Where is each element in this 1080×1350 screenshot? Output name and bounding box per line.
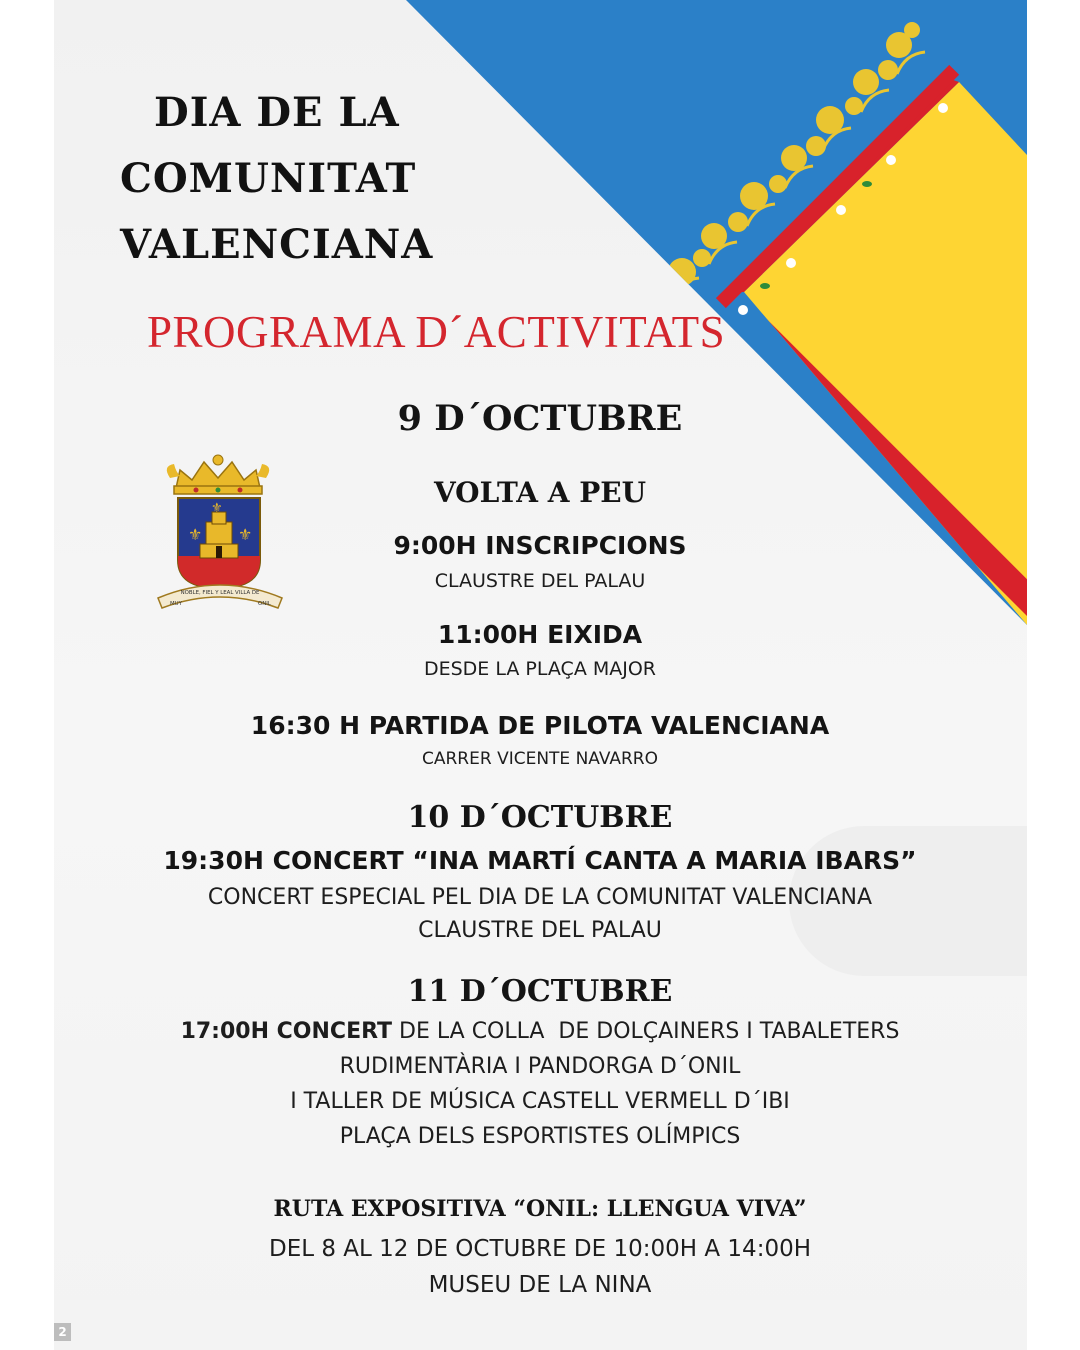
subtitle: PROGRAMA D´ACTIVITATS xyxy=(147,307,726,357)
day3-line3: I TALLER DE MÚSICA CASTELL VERMELL D´IBI xyxy=(290,1089,790,1114)
day2-event-title: 19:30H CONCERT “INA MARTÍ CANTA A MARIA IBARS” xyxy=(163,846,917,875)
ruta-title: RUTA EXPOSITIVA “ONIL: LLENGUA VIVA” xyxy=(273,1196,807,1222)
day1-event1-title: 9:00H INSCRIPCIONS xyxy=(393,531,687,560)
day1-activity: VOLTA A PEU xyxy=(433,476,647,509)
day1-event2-title: 11:00H EIXIDA xyxy=(437,620,643,649)
flag-gem xyxy=(861,180,873,188)
day2-line1: CONCERT ESPECIAL PEL DIA DE LA COMUNITAT VALENCIANA xyxy=(207,885,873,910)
day1-date: 9 D´OCTUBRE xyxy=(397,398,683,439)
svg-text:⚜: ⚜ xyxy=(211,501,223,516)
flag-dot xyxy=(836,205,846,215)
page-number: 2 xyxy=(54,1323,71,1341)
day3-line2: RUDIMENTÀRIA I PANDORGA D´ONIL xyxy=(339,1054,741,1079)
ruta-line2: MUSEU DE LA NINA xyxy=(428,1272,652,1298)
svg-text:⚜: ⚜ xyxy=(188,525,203,544)
title-line-2: COMUNITAT xyxy=(120,155,417,202)
flag-dot xyxy=(938,103,948,113)
title-line-3: VALENCIANA xyxy=(120,221,434,268)
svg-text:MUY: MUY xyxy=(170,601,182,607)
ruta-line1: DEL 8 AL 12 DE OCTUBRE DE 10:00H A 14:00H xyxy=(268,1236,812,1262)
day3-line1 xyxy=(0,1014,1080,1049)
flag-dot xyxy=(886,155,896,165)
flag-dot xyxy=(738,305,748,315)
day3-date: 11 D´OCTUBRE xyxy=(407,974,673,1009)
svg-text:ONIL: ONIL xyxy=(258,601,271,607)
day3-event-rest: DE LA COLLA DE DOLÇAINERS I TABALETERS xyxy=(392,1019,900,1044)
day3-line4: PLAÇA DELS ESPORTISTES OLÍMPICS xyxy=(339,1124,741,1149)
day1-event2-place: DESDE LA PLAÇA MAJOR xyxy=(423,658,657,680)
day3-event-time: 17:00H CONCERT xyxy=(180,1019,393,1044)
day1-event1-place: CLAUSTRE DEL PALAU xyxy=(434,570,646,592)
day1-event3-place: CARRER VICENTE NAVARRO xyxy=(421,749,659,769)
flag-gem xyxy=(917,126,927,136)
flag-gem xyxy=(813,230,823,240)
day2-line2: CLAUSTRE DEL PALAU xyxy=(418,918,662,943)
day1-event3-title: 16:30 H PARTIDA DE PILOTA VALENCIANA xyxy=(250,711,830,740)
title-line-1: DIA DE LA xyxy=(154,89,400,136)
flag-dot xyxy=(786,258,796,268)
day2-date: 10 D´OCTUBRE xyxy=(407,800,673,835)
svg-text:⚜: ⚜ xyxy=(238,525,253,544)
svg-text:NOBLE, FIEL Y LEAL VILLA DE: NOBLE, FIEL Y LEAL VILLA DE xyxy=(180,590,260,596)
flag-gem xyxy=(759,282,771,290)
